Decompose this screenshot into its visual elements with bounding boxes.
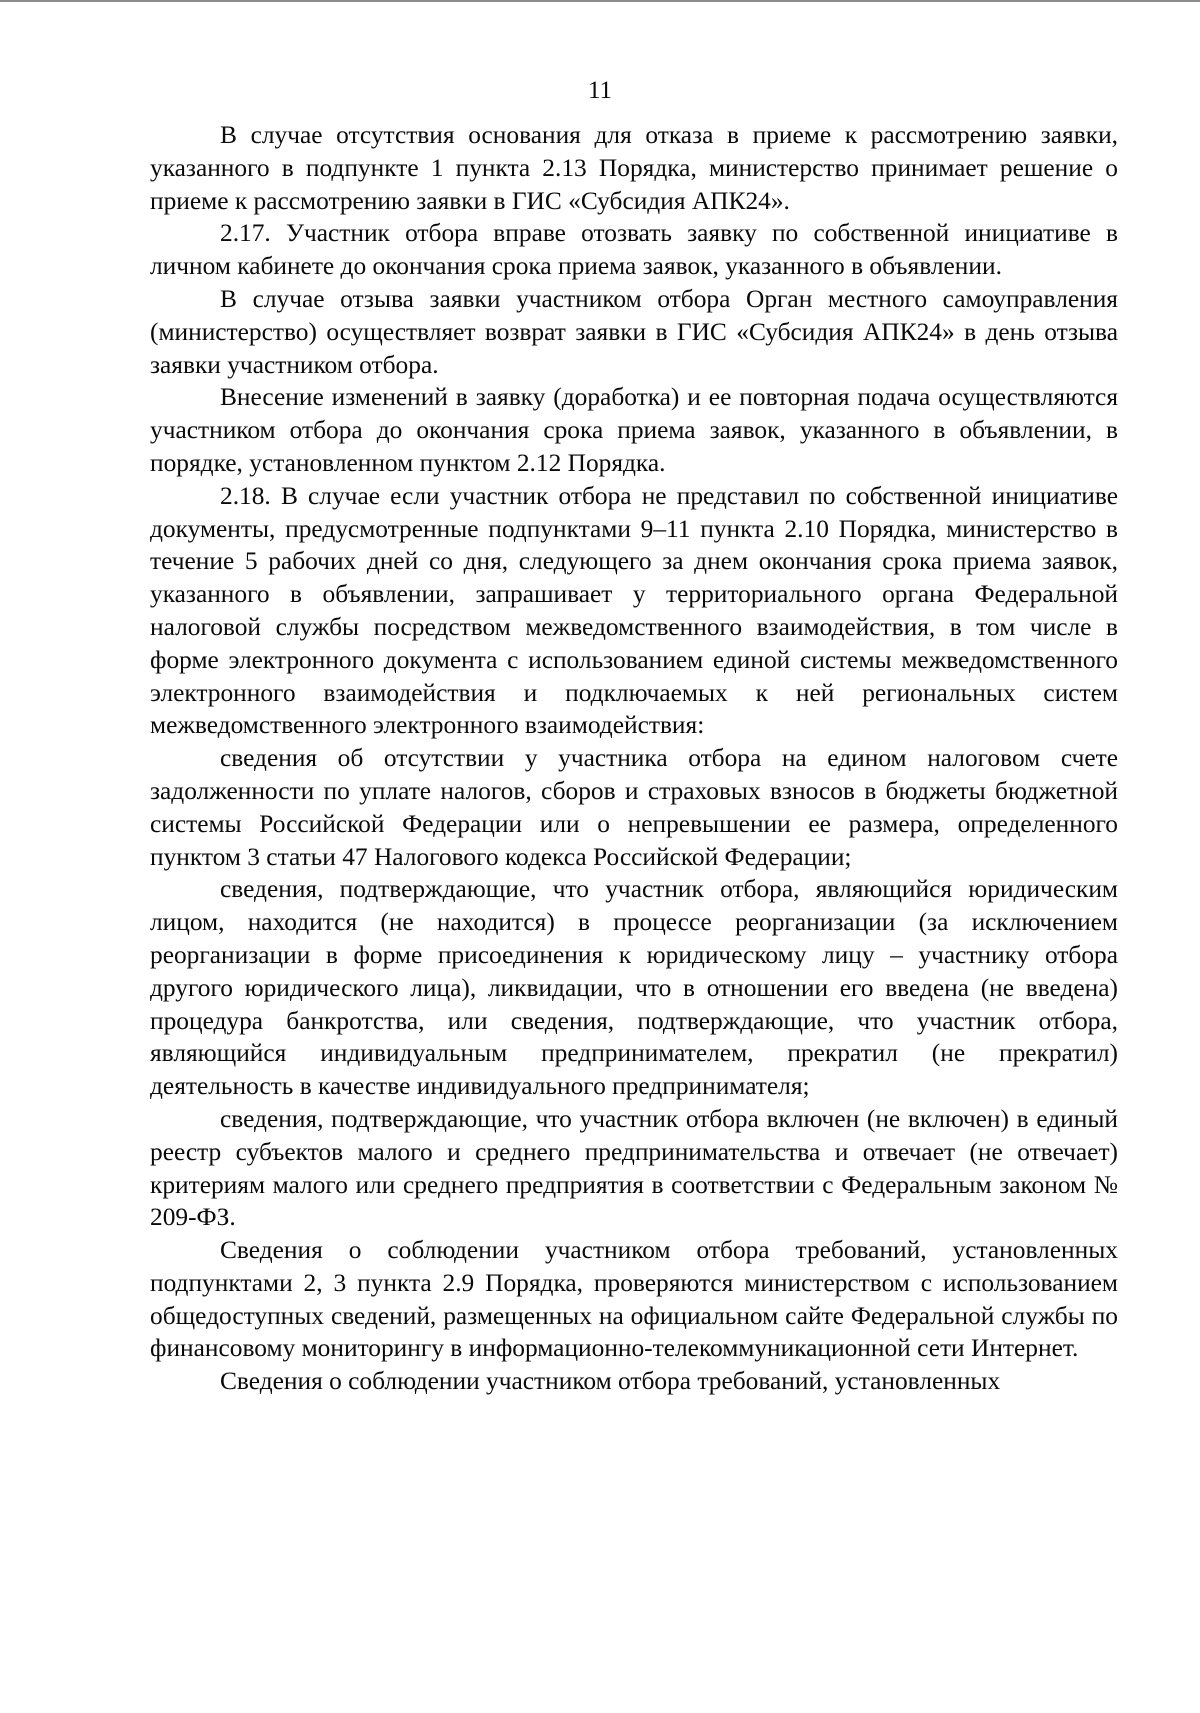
paragraph-7: сведения, подтверждающие, что участник отбора, являющийся юридическим лицом, находится (не находится) в процессе реорганизации (за исключением реорганизации в форме присоединения к юридическому лицу – участнику отбора другого юридического лица), ликвидации, что в отношении его введена (не введена) процедура банкротства, или сведения, подтверждающие, что участник отбора, являющийся индивидуальным предпринимателем, прекратил (не прекратил) деятельность в качестве индивидуального предпринимателя; xyxy=(150,875,1118,1101)
paragraph-3: В случае отзыва заявки участником отбора Орган местного самоуправления (министерство) осуществляет возврат заявки в ГИС «Субсидия АПК24» в день отзыва заявки участником отбора. xyxy=(150,284,1118,379)
paragraph-1: В случае отсутствия основания для отказа в приеме к рассмотрению заявки, указанного в подпункте 1 пункта 2.13 Порядка, министерство принимает решение о приеме к рассмотрению заявки в ГИС «Субсидия АПК24». xyxy=(150,121,1118,215)
paragraph-10: Сведения о соблюдении участником отбора требований, установленных xyxy=(220,1367,1001,1396)
paragraph-4: Внесение изменений в заявку (доработка) и ее повторная подача осуществляются участником отбора до окончания срока приема заявок, указанного в объявлении, в порядке, установленном пунктом 2.12 Порядка. xyxy=(150,383,1118,477)
paragraph-2-18: 2.18. В случае если участник отбора не представил по собственной инициативе документы, предусмотренные подпунктами 9–11 пункта 2.10 Порядка, министерство в течение 5 рабочих дней со дня, следующего за днем окончания срока приема заявок, указанного в объявлении, запрашивает у территориального органа Федеральной налоговой службы посредством межведомственного взаимодействия, в том числе в форме электронного документа с использованием единой системы межведомственного электронного взаимодействия и подключаемых к ней региональных систем межведомственного электронного взаимодействия: xyxy=(150,481,1118,740)
paragraph-8: сведения, подтверждающие, что участник отбора включен (не включен) в единый реестр субъектов малого и среднего предпринимательства и отвечает (не отвечает) критериям малого или среднего предприятия в соответствии с Федеральным законом № 209-ФЗ. xyxy=(150,1104,1118,1232)
paragraph-9: Сведения о соблюдении участником отбора требований, установленных подпунктами 2, 3 пункта 2.9 Порядка, проверяются министерством с использованием общедоступных сведений, размещенных на официальном сайте Федеральной службы по финансовому мониторингу в информационно-телекоммуникационной сети Интернет. xyxy=(150,1236,1118,1363)
page-number: 11 xyxy=(587,77,613,104)
document-body xyxy=(150,119,1118,1398)
page-top-border xyxy=(0,0,1200,2)
paragraph-2-17: 2.17. Участник отбора вправе отозвать заявку по собственной инициативе в личном кабинете до окончания срока приема заявок, указанного в объявлении. xyxy=(150,219,1118,281)
paragraph-6: сведения об отсутствии у участника отбора на едином налоговом счете задолженности по уплате налогов, сборов и страховых взносов в бюджеты бюджетной системы Российской Федерации или о непревышении ее размера, определенного пунктом 3 статьи 47 Налогового кодекса Российской Федерации; xyxy=(150,744,1118,871)
